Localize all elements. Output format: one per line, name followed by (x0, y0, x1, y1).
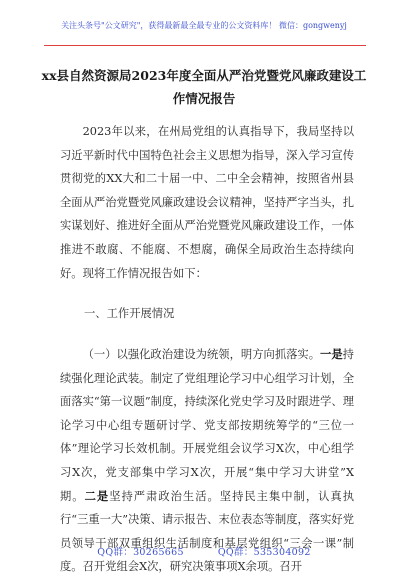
footer-qq-group-2: QQ群：535304092 (217, 547, 311, 558)
intro-paragraph: 2023年以来，在州局党组的认真指导下，我局坚持以习近平新时代中国特色社会主义思想为指导，深入学习宣传贯彻党的XX大和二十届一中、二中全会精神，按照省州县全面从严治党暨党风廉政建设会议精神，坚持严字当头，扎实谋划好、推进好全面从严治党暨党风廉政建设工作，一体推进不敢腐、不能腐、不想腐，确保全局政治生态持续向好。现将工作情况报告如下： (60, 125, 354, 280)
document-title (40, 64, 368, 110)
header-divider (44, 45, 366, 46)
item-1-lead: （一）以强化政治建设为统领，明方向抓落实。 (82, 348, 321, 361)
item-1-marker-b: 二是 (84, 488, 110, 503)
item-1-text-b: 坚持严肃政治生活。坚持民主集中制，认真执行“三重一大”决策、请示报告、末位表态等制度，落实好党员领导干部双重组织生活制度和基层党组织“三会一课”制度。召开党组会X次，研究决策事项X余项。召开 (60, 489, 354, 574)
title-line-1: xx县自然资源局2023年度全面从严治党暨党风廉政建设工 (41, 68, 367, 83)
section-heading: 一、工作开展情况 (84, 307, 175, 320)
title-line-2: 作情况报告 (172, 91, 236, 106)
header-banner: 关注头条号"公文研究"，获得最新最全最专业的公文资料库！ 微信：gongwenyj (61, 21, 347, 30)
footer-contacts (0, 544, 408, 558)
item-1-marker-a: 一是 (320, 347, 343, 361)
item-1-text-a: 持续强化理论武装。制定了党组理论学习中心组学习计划，全面落实“第一议题”制度，持续深化党史学习及时跟进学、理论学习中心组专题研讨学、党支部按期统筹学的“三位一体”理论学习长效机制。开展党组会议学习X次，中心组学习X次，党支部集中学习X次，开展“集中学习大讲堂”X期。 (60, 348, 354, 503)
footer-qq-group-1: QQ群：30265665 (97, 547, 184, 558)
